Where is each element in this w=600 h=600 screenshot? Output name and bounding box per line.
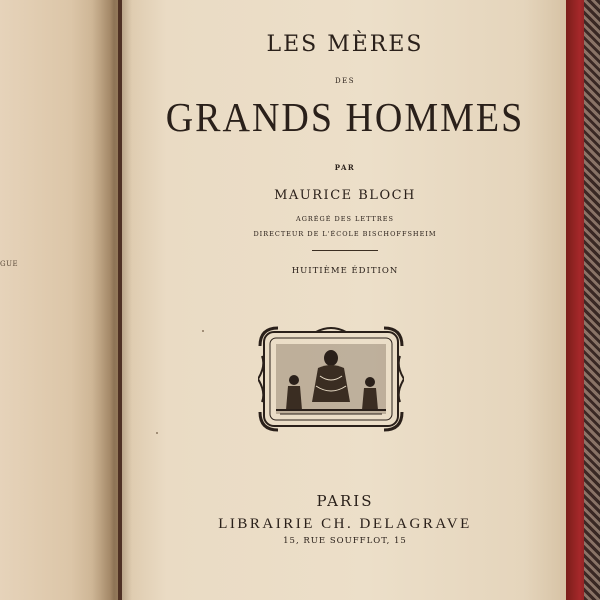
title-line-2: GRANDS HOMMES <box>165 95 525 141</box>
title-page <box>122 0 568 600</box>
publisher-name: LIBRAIRIE CH. DELAGRAVE <box>218 516 472 532</box>
spine-shadow <box>92 0 132 600</box>
title-line-1: LES MÈRES <box>266 32 424 57</box>
title-connector: DES <box>334 77 356 85</box>
publisher-city: PARIS <box>316 492 374 510</box>
author-title-1: AGRÉGÉ DES LETTRES <box>296 215 394 223</box>
author-name: MAURICE BLOCH <box>274 188 416 203</box>
by-label: PAR <box>334 163 356 172</box>
edition-label: HUITIÈME ÉDITION <box>291 266 399 276</box>
left-page-text-fragment: GUE <box>0 260 19 268</box>
author-title-2: DIRECTEUR DE L'ÉCOLE BISCHOFFSHEIM <box>253 230 437 238</box>
paper-speck <box>156 432 158 434</box>
divider-rule <box>312 250 378 251</box>
paper-speck <box>202 330 204 332</box>
publisher-address: 15, RUE SOUFFLOT, 15 <box>283 536 407 546</box>
vignette-ornament-icon <box>258 326 404 432</box>
cover-pattern <box>584 0 600 600</box>
